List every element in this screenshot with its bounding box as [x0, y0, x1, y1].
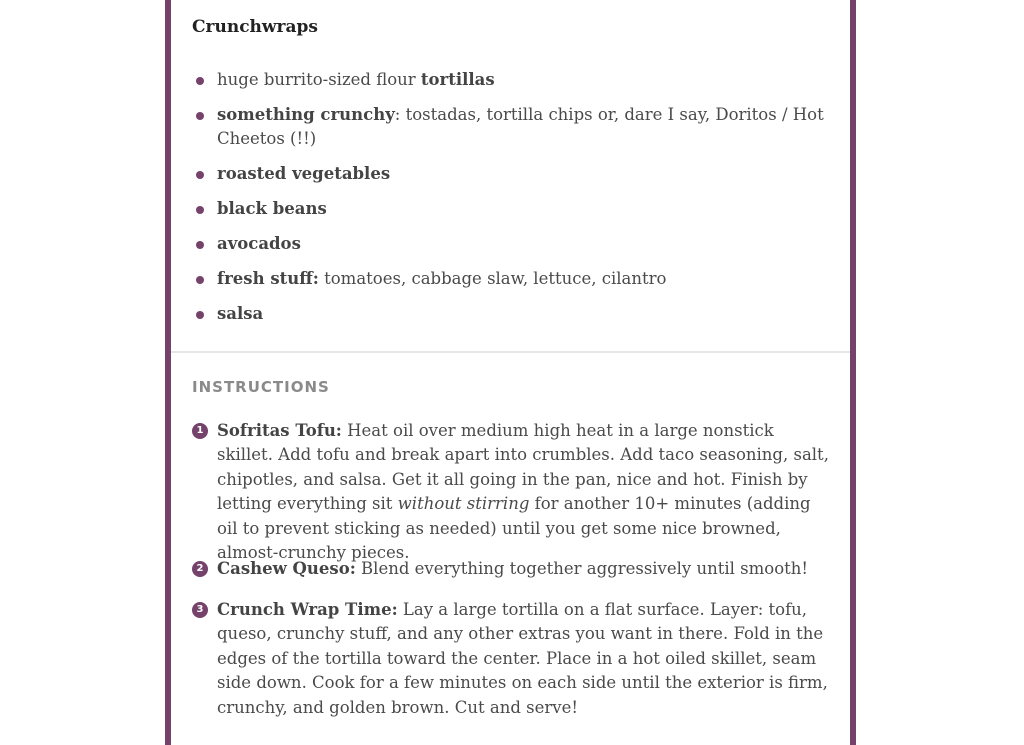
instruction-step	[196, 557, 829, 581]
ingredient-text: tomatoes, cabbage slaw, lettuce, cilantro	[318, 269, 667, 288]
ingredients-section-title: Crunchwraps	[192, 17, 318, 37]
ingredient-text: huge burrito-sized flour	[217, 70, 421, 89]
ingredient-name: salsa	[217, 304, 264, 323]
ingredient-name: fresh stuff:	[217, 269, 319, 288]
ingredient-text: : tostadas, tortilla chips or, dare I say, Doritos / Hot Cheetos (!!)	[217, 105, 824, 148]
step-title: Crunch Wrap Time:	[217, 600, 398, 619]
ingredient-item	[217, 232, 837, 256]
step-text: Lay a large tortilla on a flat surface. Layer: tofu, queso, crunchy stuff, and any other extras you want in there. Fold in the edges of the tortilla toward the center. Place in a hot oiled skillet, seam side down. Cook for a few minutes on each side until the exterior is firm, crunchy, and golden brown. Cut and serve!	[217, 600, 828, 717]
ingredient-name: tortillas	[420, 70, 495, 89]
instruction-step	[196, 419, 829, 565]
ingredient-name: roasted vegetables	[217, 164, 391, 183]
step-number-badge: 3	[192, 602, 208, 618]
ingredient-name: avocados	[217, 234, 301, 253]
step-number-badge: 1	[192, 423, 208, 439]
ingredient-item	[217, 103, 837, 151]
ingredient-name: black beans	[217, 199, 327, 218]
step-title: Cashew Queso:	[217, 559, 356, 578]
bullet-icon	[196, 241, 204, 249]
bullet-icon	[196, 171, 204, 179]
ingredient-item	[217, 197, 837, 221]
step-number-badge: 2	[192, 561, 208, 577]
step-emphasis: without stirring	[397, 494, 530, 514]
ingredient-item	[217, 267, 837, 291]
ingredient-item	[217, 68, 837, 92]
step-title: Sofritas Tofu:	[217, 421, 342, 440]
bullet-icon	[196, 77, 204, 85]
instruction-step	[196, 598, 829, 720]
bullet-icon	[196, 112, 204, 120]
bullet-icon	[196, 206, 204, 214]
ingredient-item	[217, 302, 837, 326]
bullet-icon	[196, 276, 204, 284]
step-text: Heat oil over medium high heat in a large nonstick skillet. Add tofu and break apart into crumbles. Add taco seasoning, salt, chipotles, and salsa. Get it all going in the pan, nice and hot. Finish by letting everything sit	[217, 421, 829, 514]
step-text: Blend everything together aggressively until smooth!	[355, 559, 809, 578]
bullet-icon	[196, 311, 204, 319]
recipe-card	[165, 0, 856, 745]
instructions-heading: INSTRUCTIONS	[192, 378, 330, 396]
ingredient-item	[217, 162, 837, 186]
ingredient-name: something crunchy	[217, 105, 395, 124]
step-text-continued: for another 10+ minutes (adding oil to prevent sticking as needed) until you get some nice browned, almost-crunchy pieces.	[217, 494, 811, 563]
section-divider	[171, 351, 850, 353]
